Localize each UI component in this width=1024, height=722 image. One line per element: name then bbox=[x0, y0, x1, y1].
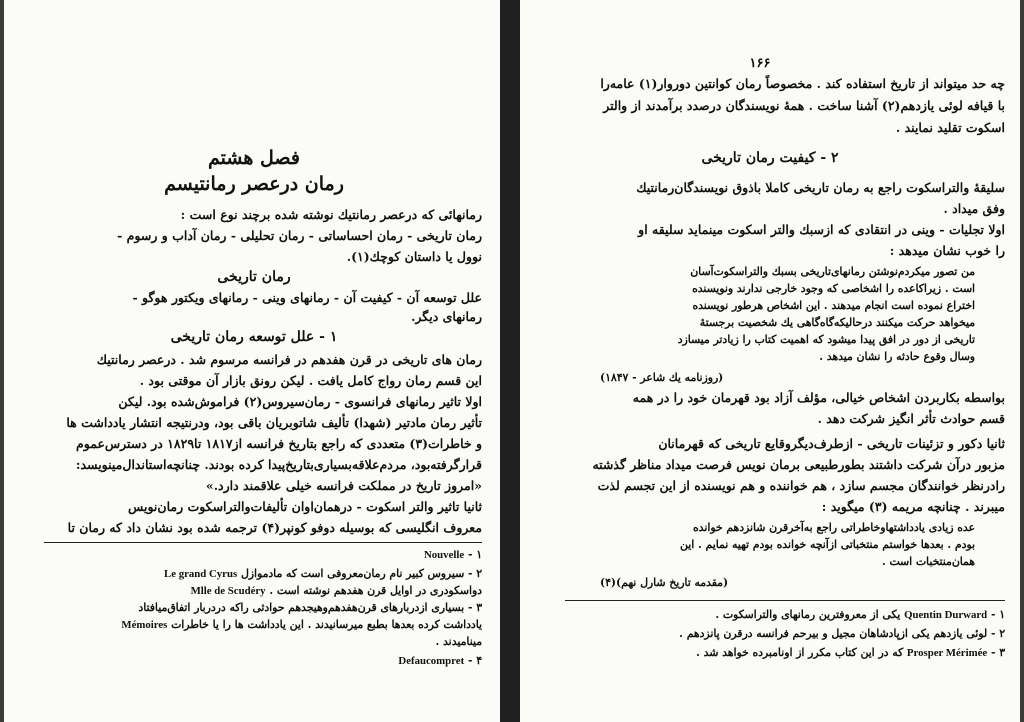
intro-line: رمان تاریخی - رمان احساساتی - رمان تحلیلی - رمان آداب و رسوم - bbox=[117, 228, 482, 243]
footnote-text: سیروس کبیر نام رمان‌معروفی است که مادموازل bbox=[240, 567, 465, 580]
page-number: ۱۶۶ bbox=[749, 56, 771, 71]
footnote-rule bbox=[44, 542, 482, 543]
section-heading: رمان تاریخی bbox=[217, 269, 291, 285]
body-line: مزبور درآن شرکت داشتند بطورطبیعی برمان نویس فرصت میداد مناظر گذشته bbox=[592, 457, 1005, 472]
footnote-number: ۳ - bbox=[467, 601, 482, 614]
body-line: و خاطرات(۳) متعددی که راجع بتاریخ فرانسه از۱۸۱۷ تا۱۸۲۹ در دسترس‌عموم bbox=[76, 436, 482, 451]
footnote-number: ۱ - bbox=[467, 548, 482, 561]
body-line: این قسم رمان رواج کامل یافت . لیکن رونق بازار آن موقتی بود . bbox=[139, 373, 482, 388]
footnote-latin: Le grand Cyrus bbox=[164, 568, 238, 580]
section-line: اولا تجلیات - وینی در انتقادی که ازسبك والتر اسکوت مینماید سلیقه او bbox=[638, 222, 1005, 237]
quote-line: وسال وقوع حادثه را نشان میدهد . bbox=[819, 350, 975, 363]
footnote bbox=[565, 607, 1005, 623]
body-line: اولا تاثیر رمانهای فرانسوی - رمان‌سیروس(۲) فراموش‌شده بود. لیکن bbox=[118, 394, 482, 409]
footnote bbox=[44, 634, 482, 650]
footnote-latin: Defaucompret bbox=[398, 655, 465, 667]
footnote-number: ۴ - bbox=[467, 654, 482, 667]
footnote bbox=[565, 626, 1005, 642]
quote-line: است . زیراکاعده را اشخاصی که وجود خارجی ندارند ونویسنده bbox=[692, 282, 975, 295]
body-line: میبرند . چنانچه مریمه (۳) میگوید : bbox=[821, 499, 1005, 514]
footnote-text: مینامیدند . bbox=[435, 635, 482, 648]
footnote-latin: Mémoires bbox=[121, 619, 168, 631]
footnote bbox=[44, 600, 482, 616]
body-line: اسکوت تقلید نمایند . bbox=[895, 120, 1005, 135]
footnote bbox=[44, 583, 482, 599]
footnote bbox=[44, 547, 482, 563]
section-line: علل توسعه آن - کیفیت آن - رمانهای وینی - رمانهای ویکتور هوگو - bbox=[132, 290, 482, 305]
footnote-number: ۳ - bbox=[990, 646, 1005, 659]
section-heading: ۲ - کیفیت رمان تاریخی bbox=[701, 150, 839, 166]
body-line: «امروز تاریخ در مملکت فرانسه خیلی علاقمند دارد.» bbox=[205, 478, 482, 493]
body-line: تأثیر رمان مادتیر (شهدا) تألیف شاتوبریان باقی بود، ودرنتیجه انتشار یادداشت ها bbox=[66, 415, 482, 430]
section-line: وفق میداد . bbox=[943, 201, 1005, 216]
quote-source: (روزنامه یك شاعر - ۱۸۴۷) bbox=[600, 371, 724, 384]
footnote-text: لوئی یازدهم یکی ازپادشاهان مجیل و بیرحم فرانسه درقرن پانزدهم . bbox=[679, 627, 988, 640]
footnote-latin: Quentin Durward bbox=[904, 609, 988, 621]
footnote-number: ۲ - bbox=[990, 627, 1005, 640]
footnote bbox=[565, 645, 1005, 661]
body-line: قرارگرفته‌بود، مردم‌علاقه‌بسیاری‌بتاریخ‌پیدا کرده بودند. چنانچه‌استاندال‌مینویسد: bbox=[75, 457, 482, 472]
chapter-subtitle: رمان درعصر رمانتیسم bbox=[164, 173, 344, 195]
body-line: معروف انگلیسی که بوسیله دوفو کونپر(۴) ترجمه شده بود نشان داد که رمان تا bbox=[67, 520, 482, 535]
right-page bbox=[520, 0, 1020, 722]
section-heading: ۱ - علل توسعه رمان تاریخی bbox=[170, 329, 338, 345]
body-line: چه حد میتواند از تاریخ استفاده کند . مخصوصاً رمان کوانتین دوروار(۱) عامه‌را bbox=[600, 76, 1005, 91]
footnote-text: یکی از معروفترین رمانهای والتراسکوت . bbox=[715, 608, 901, 621]
book-gutter bbox=[500, 0, 520, 722]
body-line: رمان های تاریخی در قرن هفدهم در فرانسه مرسوم شد . درعصر رمانتیك bbox=[96, 352, 482, 367]
quote-line: اختراع نموده است انجام میدهند . این اشخاص هرطور نویسنده bbox=[692, 299, 975, 312]
footnote bbox=[44, 653, 482, 669]
quote-line: همان‌منتخبات است . bbox=[881, 555, 975, 568]
body-line: ثانیا تاثیر والتر اسکوت - درهمان‌اوان تألیفات‌والتراسکوت رمان‌نویس bbox=[128, 499, 482, 514]
footnote-latin: Prosper Mérimée bbox=[906, 647, 988, 659]
quote-line: تاریخی از دور در افق پیدا میشود که اهمیت کتاب را زیادتر میسازد bbox=[677, 333, 975, 346]
section-line: سلیقهٔ والتراسکوت راجع به رمان تاریخی کاملا باذوق نویسندگان‌رمانتیك bbox=[636, 180, 1005, 195]
footnote-text: یادداشت کرده بعدها بطبع میرسانیدند . این یادداشت ها را یا خاطرات bbox=[171, 618, 482, 631]
intro-line: نوول یا داستان کوچك(۱). bbox=[346, 249, 482, 264]
body-line: رادرنظر خوانندگان مجسم سازد ، هم خواننده و هم نویسنده از این تجسم لذت bbox=[597, 478, 1005, 493]
footnote-number: ۲ - bbox=[467, 567, 482, 580]
section-line: رمانهای دیگر. bbox=[411, 309, 482, 324]
footnote-latin: Nouvelle bbox=[423, 549, 465, 561]
footnote-rule bbox=[565, 600, 1005, 601]
quote-line: عده زیادی یادداشتها‌وخاطراتی راجع به‌آخرقرن شانزدهم خوانده bbox=[693, 521, 975, 534]
section-line: را خوب نشان میدهد : bbox=[889, 243, 1005, 258]
body-line: قسم حوادث تأثر انگیز شرکت دهد . bbox=[817, 411, 1005, 426]
footnote-number: ۱ - bbox=[990, 608, 1005, 621]
footnote bbox=[44, 566, 482, 582]
intro-line: رمانهائی که درعصر رمانتیك نوشته شده برچند نوع است : bbox=[180, 207, 482, 222]
quote-line: بودم . بعدها خواستم منتخباتی ازآنچه خوانده بودم تهیه نمایم . این bbox=[680, 538, 975, 551]
body-line: با قیافه لوئی یازدهم(۲) آشنا ساخت . همهٔ نویسندگان درصدد برآمدند از والتر bbox=[603, 98, 1005, 113]
footnote-text: دواسکودری در اوایل قرن هفدهم نوشته است . bbox=[269, 584, 482, 597]
body-line: ثانیا دکور و تزئینات تاریخی - ازطرف‌دیگروقایع تاریخی که قهرمانان bbox=[658, 436, 1005, 451]
footnote-text: بسیاری ازدربارهای قرن‌هفدهم‌وهیجدهم حوادثی راکه دردربار اتفاق‌میافتاد bbox=[138, 601, 465, 614]
quote-line: من تصور میکردم‌نوشتن رمانهای‌تاریخی بسبك والتراسکوت‌آسان bbox=[690, 265, 975, 278]
left-page bbox=[4, 0, 500, 722]
footnote bbox=[44, 617, 482, 633]
quote-source: (مقدمه تاریخ شارل نهم)(۴) bbox=[600, 576, 729, 589]
footnote-latin: Mlle de Scudéry bbox=[190, 585, 266, 597]
footnote-text: که در این کتاب مکرر از اونامبرده خواهد شد . bbox=[696, 646, 904, 659]
chapter-title: فصل هشتم bbox=[208, 147, 300, 169]
body-line: بواسطه بکاربردن اشخاص خیالی، مؤلف آزاد بود قهرمان خود را در همه bbox=[632, 390, 1005, 405]
quote-line: میخواهد حرکت میکنند درحالیکه‌گاه‌گاهی یك شخصیت برجستهٔ bbox=[699, 316, 975, 329]
